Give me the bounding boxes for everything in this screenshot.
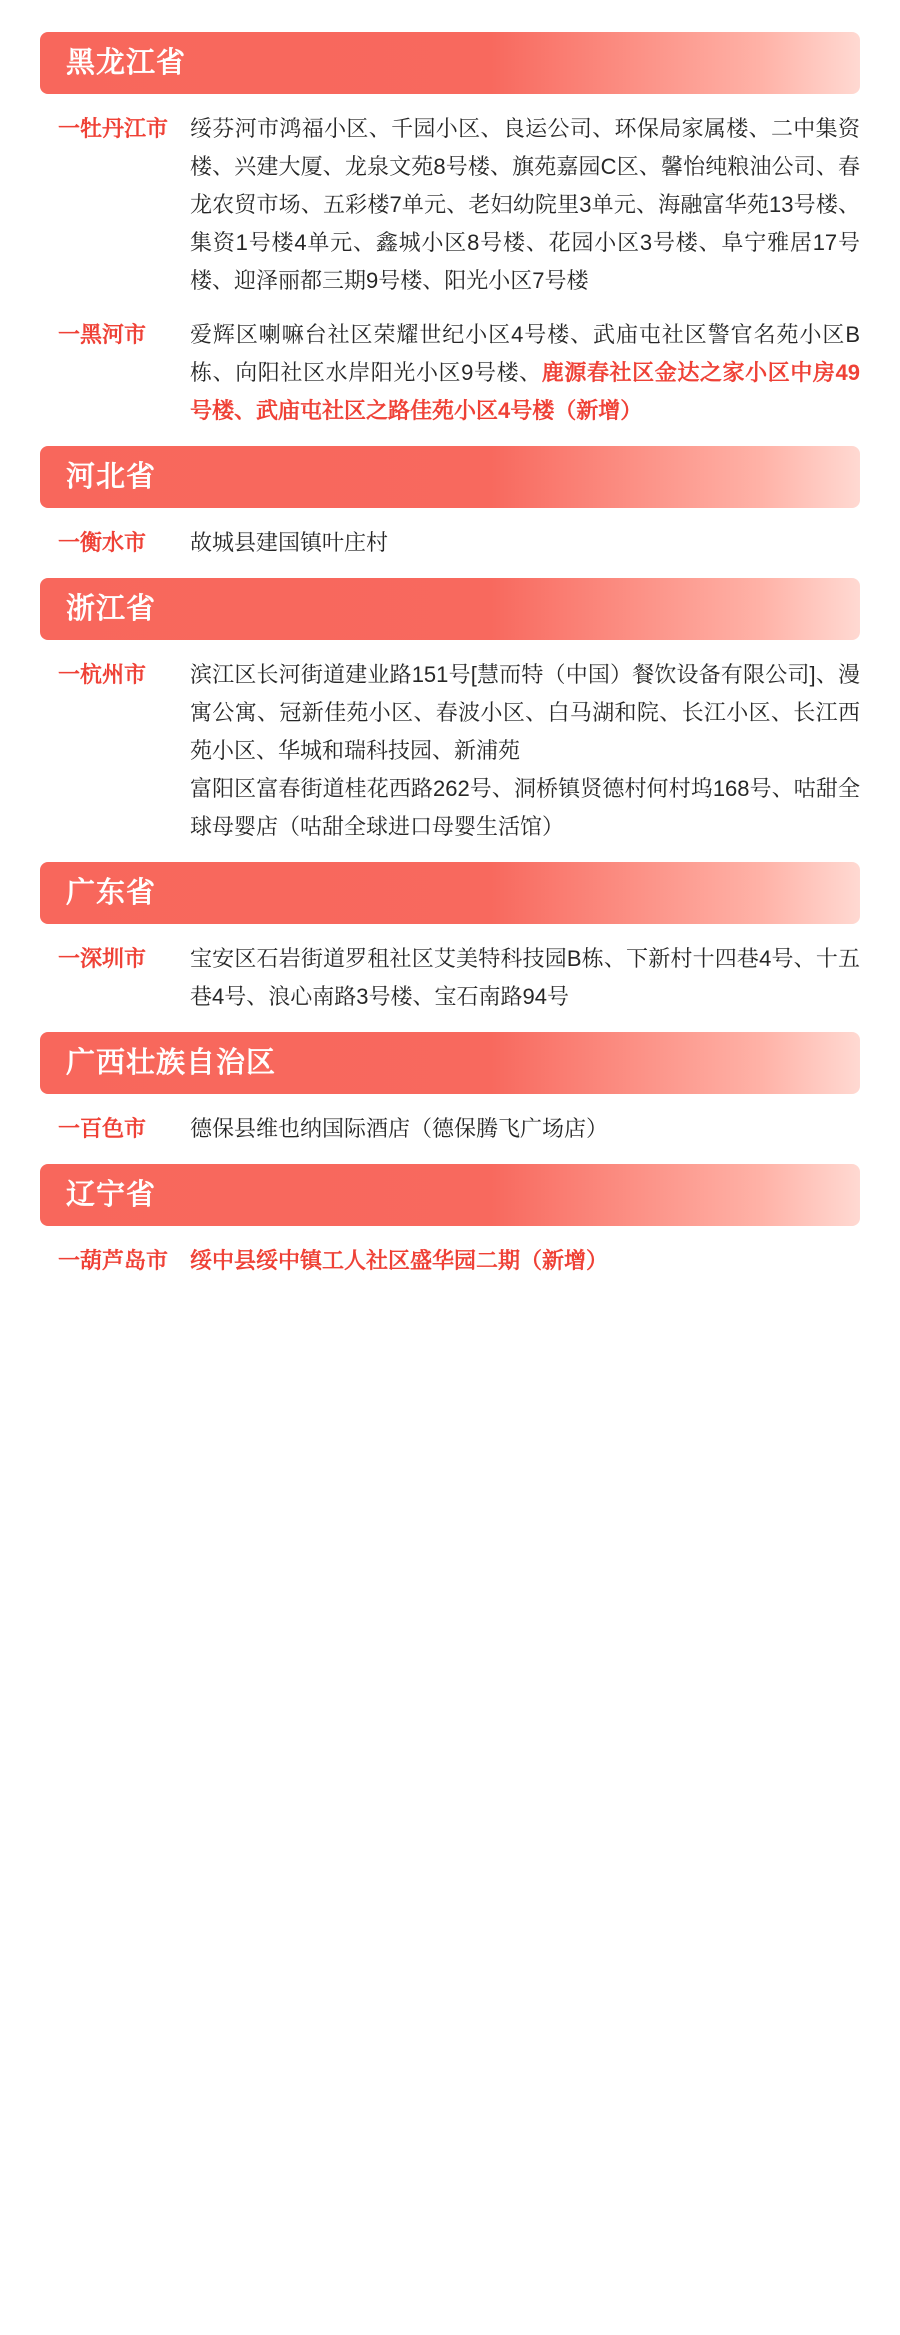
address-text: 爱辉区喇嘛台社区荣耀世纪小区4号楼、武庙屯社区警官名苑小区B栋、向阳社区水岸阳光小区9号楼、 bbox=[190, 322, 860, 385]
city-name bbox=[40, 524, 190, 562]
city-dash-icon: 一 bbox=[58, 322, 81, 347]
address-paragraph bbox=[190, 770, 860, 846]
address-list bbox=[190, 524, 860, 562]
address-paragraph bbox=[190, 656, 860, 770]
city-block bbox=[40, 1242, 860, 1280]
city-name bbox=[40, 316, 190, 354]
city-block bbox=[40, 656, 860, 846]
city-label: 百色市 bbox=[80, 1116, 147, 1141]
address-paragraph bbox=[190, 316, 860, 430]
address-list bbox=[190, 940, 860, 1016]
city-dash-icon: 一 bbox=[58, 946, 81, 971]
city-block bbox=[40, 110, 860, 300]
address-text: 宝安区石岩街道罗租社区艾美特科技园B栋、下新村十四巷4号、十五巷4号、浪心南路3号楼、宝石南路94号 bbox=[190, 946, 860, 1009]
address-list bbox=[190, 316, 860, 430]
province-name: 广东省 bbox=[66, 876, 157, 909]
city-block bbox=[40, 1110, 860, 1148]
city-label: 葫芦岛市 bbox=[80, 1248, 169, 1273]
province-name: 黑龙江省 bbox=[66, 46, 187, 79]
province-name: 浙江省 bbox=[66, 592, 157, 625]
city-dash-icon: 一 bbox=[58, 530, 81, 555]
city-dash-icon: 一 bbox=[58, 662, 81, 687]
address-text: 故城县建国镇叶庄村 bbox=[190, 530, 389, 555]
city-block bbox=[40, 940, 860, 1016]
address-text: 绥芬河市鸿福小区、千园小区、良运公司、环保局家属楼、二中集资楼、兴建大厦、龙泉文苑8号楼、旗苑嘉园C区、馨怡纯粮油公司、春龙农贸市场、五彩楼7单元、老妇幼院里3单元、海融富华苑13号楼、集资1号楼4单元、鑫城小区8号楼、花园小区3号楼、阜宁雅居17号楼、迎泽丽都三期9号楼、阳光小区7号楼 bbox=[190, 116, 860, 293]
city-dash-icon: 一 bbox=[58, 116, 81, 141]
address-paragraph bbox=[190, 1110, 860, 1148]
city-label: 衡水市 bbox=[80, 530, 147, 555]
address-list bbox=[190, 110, 860, 300]
province-header bbox=[40, 578, 860, 640]
address-text: 富阳区富春街道桂花西路262号、洞桥镇贤德村何村坞168号、咕甜全球母婴店（咕甜全球进口母婴生活馆） bbox=[190, 776, 860, 839]
province-header bbox=[40, 1032, 860, 1094]
city-dash-icon: 一 bbox=[58, 1116, 81, 1141]
province-header bbox=[40, 1164, 860, 1226]
address-list bbox=[190, 656, 860, 846]
city-dash-icon: 一 bbox=[58, 1248, 81, 1273]
city-name bbox=[40, 110, 190, 148]
province-header bbox=[40, 32, 860, 94]
address-list bbox=[190, 1110, 860, 1148]
address-text-new: 鹿源春社区金达之家小区中房49号楼、武庙屯社区之路佳苑小区4号楼（新增） bbox=[190, 360, 860, 423]
city-name bbox=[40, 656, 190, 694]
city-label: 杭州市 bbox=[80, 662, 147, 687]
province-header bbox=[40, 862, 860, 924]
city-label: 深圳市 bbox=[80, 946, 147, 971]
province-name: 广西壮族自治区 bbox=[66, 1046, 277, 1079]
province-name: 河北省 bbox=[66, 460, 157, 493]
city-name bbox=[40, 940, 190, 978]
province-sections bbox=[40, 32, 860, 1280]
address-list bbox=[190, 1242, 860, 1280]
city-name bbox=[40, 1110, 190, 1148]
city-block bbox=[40, 524, 860, 562]
city-name bbox=[40, 1242, 190, 1280]
address-text-new: 绥中县绥中镇工人社区盛华园二期（新增） bbox=[190, 1248, 609, 1273]
address-paragraph bbox=[190, 110, 860, 300]
province-header bbox=[40, 446, 860, 508]
address-paragraph bbox=[190, 940, 860, 1016]
address-text: 德保县维也纳国际酒店（德保腾飞广场店） bbox=[190, 1116, 609, 1141]
city-block bbox=[40, 316, 860, 430]
address-paragraph bbox=[190, 1242, 860, 1280]
city-label: 牡丹江市 bbox=[80, 116, 169, 141]
address-paragraph bbox=[190, 524, 860, 562]
city-label: 黑河市 bbox=[80, 322, 147, 347]
province-name: 辽宁省 bbox=[66, 1178, 157, 1211]
address-text: 滨江区长河街道建业路151号[慧而特（中国）餐饮设备有限公司]、漫寓公寓、冠新佳苑小区、春波小区、白马湖和院、长江小区、长江西苑小区、华城和瑞科技园、新浦苑 bbox=[190, 662, 860, 763]
